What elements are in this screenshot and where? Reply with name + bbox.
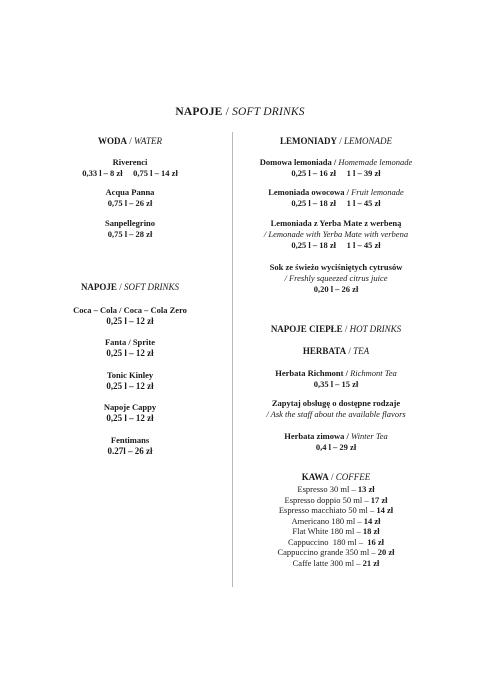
coffee-heading-sub: COFFEE xyxy=(335,472,371,482)
item-name: Zapytaj obsługę o dostępne rodzaje xyxy=(271,398,401,408)
item-price: 0,25 l – 18 zł 1 l – 45 zł xyxy=(291,240,381,250)
item-price: 0,25 l – 16 zł 1 l – 39 zł xyxy=(291,168,381,178)
lemonade-heading-main: LEMONIADY xyxy=(279,136,337,146)
list-item xyxy=(236,558,436,569)
page-title-sub: SOFT DRINKS xyxy=(232,106,305,118)
item-name: Domowa lemoniada xyxy=(259,157,332,167)
hot-heading-main: NAPOJE CIEPŁE xyxy=(270,324,343,334)
coffee-label: Americano 180 ml – xyxy=(291,515,364,526)
item-price: 0,75 l – 28 zł xyxy=(107,229,153,239)
water-heading-sub: WATER xyxy=(133,136,163,146)
lemonade-heading: LEMONIADY / LEMONADE xyxy=(279,136,393,146)
item-name: Sanpellegrino xyxy=(104,218,156,228)
item-name: Lemoniada z Yerba Mate z werbeną xyxy=(270,218,402,228)
list-item xyxy=(236,526,436,537)
menu-item xyxy=(52,435,208,457)
item-name: Herbata Richmont xyxy=(275,368,344,378)
item-name: Acqua Panna xyxy=(105,187,155,197)
coffee-label: Caffe latte 300 ml – xyxy=(292,557,363,568)
hot-heading-sub: HOT DRINKS xyxy=(349,324,402,334)
item-subtitle: Fruit lemonade xyxy=(351,187,404,197)
menu-item: Lemoniada owocowa / Fruit lemonade 0,25 l – 18 zł 1 l – 45 zł xyxy=(236,187,436,209)
list-item xyxy=(236,505,436,516)
coffee-label: Cappuccino grande 350 ml – xyxy=(277,547,378,557)
coffee-label: Flat White 180 ml – xyxy=(292,526,363,536)
item-price: 0,35 l – 15 zł xyxy=(313,379,359,389)
item-price: 0.27l – 26 zł xyxy=(107,446,153,456)
item-price: 0,33 l – 8 zł 0,75 l – 14 zł xyxy=(82,168,178,178)
coffee-heading: KAWA / COFFEE xyxy=(301,472,371,482)
coffee-label: Espresso doppio 50 ml – xyxy=(284,494,371,505)
item-subtitle: / Ask the staff about the available flavors xyxy=(266,409,406,419)
menu-item: Herbata Richmont / Richmont Tea 0,35 l – 15 zł xyxy=(236,368,436,390)
item-price: 0,25 l – 12 zł xyxy=(106,381,154,391)
item-name: Tonic Kinley xyxy=(106,370,154,380)
page-title-separator: / xyxy=(222,106,233,118)
coffee-price: 21 zł xyxy=(362,557,380,568)
item-price: 0,20 l – 26 zł xyxy=(313,284,359,294)
lemonade-heading-sub: LEMONADE xyxy=(344,136,393,146)
item-price: 0,75 l – 26 zł xyxy=(107,198,153,208)
item-name: Coca – Cola / Coca – Cola Zero xyxy=(73,305,187,315)
coffee-price: 14 zł xyxy=(363,515,381,526)
item-name: Napoje Cappy xyxy=(103,402,157,412)
item-price: 0,25 l – 12 zł xyxy=(106,413,154,423)
menu-item xyxy=(236,398,436,420)
list-item xyxy=(236,547,436,558)
tea-heading-main: HERBATA xyxy=(302,346,347,356)
coffee-price: 16 zł xyxy=(365,536,385,547)
coffee-price: 14 zł xyxy=(376,505,394,515)
soft-heading-main: NAPOJE xyxy=(80,282,117,292)
list-item xyxy=(236,484,436,495)
menu-item xyxy=(236,218,436,251)
item-subtitle: / Lemonade with Yerba Mate with verbena xyxy=(263,229,409,239)
coffee-heading-main: KAWA xyxy=(301,472,329,482)
coffee-label: Espresso 30 ml – xyxy=(297,484,358,494)
item-subtitle: / Freshly squeezed citrus juice xyxy=(284,273,388,283)
item-subtitle: Winter Tea xyxy=(351,431,388,441)
item-price: 0,25 l – 12 zł xyxy=(106,316,154,326)
item-name: Riverenci xyxy=(112,157,148,167)
menu-item: Domowa lemoniada / Homemade lemonade 0,25 l – 16 zł 1 l – 39 zł xyxy=(236,157,436,179)
menu-item xyxy=(52,157,208,179)
water-heading: WODA / WATER xyxy=(97,136,163,146)
coffee-price: 18 zł xyxy=(362,526,380,536)
menu-item xyxy=(52,337,208,359)
menu-item xyxy=(52,187,208,209)
list-item xyxy=(236,537,436,548)
menu-item xyxy=(52,305,208,327)
item-price: 0,25 l – 18 zł 1 l – 45 zł xyxy=(291,198,381,208)
soft-drinks-heading: NAPOJE / SOFT DRINKS xyxy=(80,282,180,292)
menu-item xyxy=(52,218,208,240)
menu-item: Herbata zimowa / Winter Tea 0,4 l – 29 zł xyxy=(236,431,436,453)
coffee-price: 17 zł xyxy=(370,494,388,505)
soft-heading-sub: SOFT DRINKS xyxy=(123,282,180,292)
list-item xyxy=(236,516,436,527)
column-divider xyxy=(232,132,233,587)
item-name: Herbata zimowa xyxy=(284,431,345,441)
item-price: 0,4 l – 29 zł xyxy=(315,442,357,452)
coffee-list xyxy=(236,484,436,568)
item-subtitle: Homemade lemonade xyxy=(338,157,413,167)
item-name: Lemoniada owocowa xyxy=(268,187,345,197)
item-price: 0,25 l – 12 zł xyxy=(106,348,154,358)
menu-item xyxy=(52,370,208,392)
tea-heading: HERBATA / TEA xyxy=(302,346,370,356)
item-name: Fanta / Sprite xyxy=(104,337,156,347)
menu-item xyxy=(236,262,436,295)
list-item xyxy=(236,495,436,506)
coffee-price: 13 zł xyxy=(357,484,375,494)
item-subtitle: Richmont Tea xyxy=(350,368,397,378)
page-title xyxy=(0,106,480,118)
water-heading-main: WODA xyxy=(97,136,127,146)
hot-drinks-heading: NAPOJE CIEPŁE / HOT DRINKS xyxy=(270,324,402,334)
coffee-label: Espresso macchiato 50 ml – xyxy=(278,505,377,515)
page-title-main: NAPOJE xyxy=(175,106,223,118)
coffee-label: Cappuccino 180 ml – xyxy=(287,536,366,547)
item-name: Fentimans xyxy=(110,435,150,445)
menu-item xyxy=(52,402,208,424)
item-name: Sok ze świeżo wyciśniętych cytrusów xyxy=(269,262,403,272)
coffee-price: 20 zł xyxy=(377,547,395,557)
tea-heading-sub: TEA xyxy=(353,346,370,356)
